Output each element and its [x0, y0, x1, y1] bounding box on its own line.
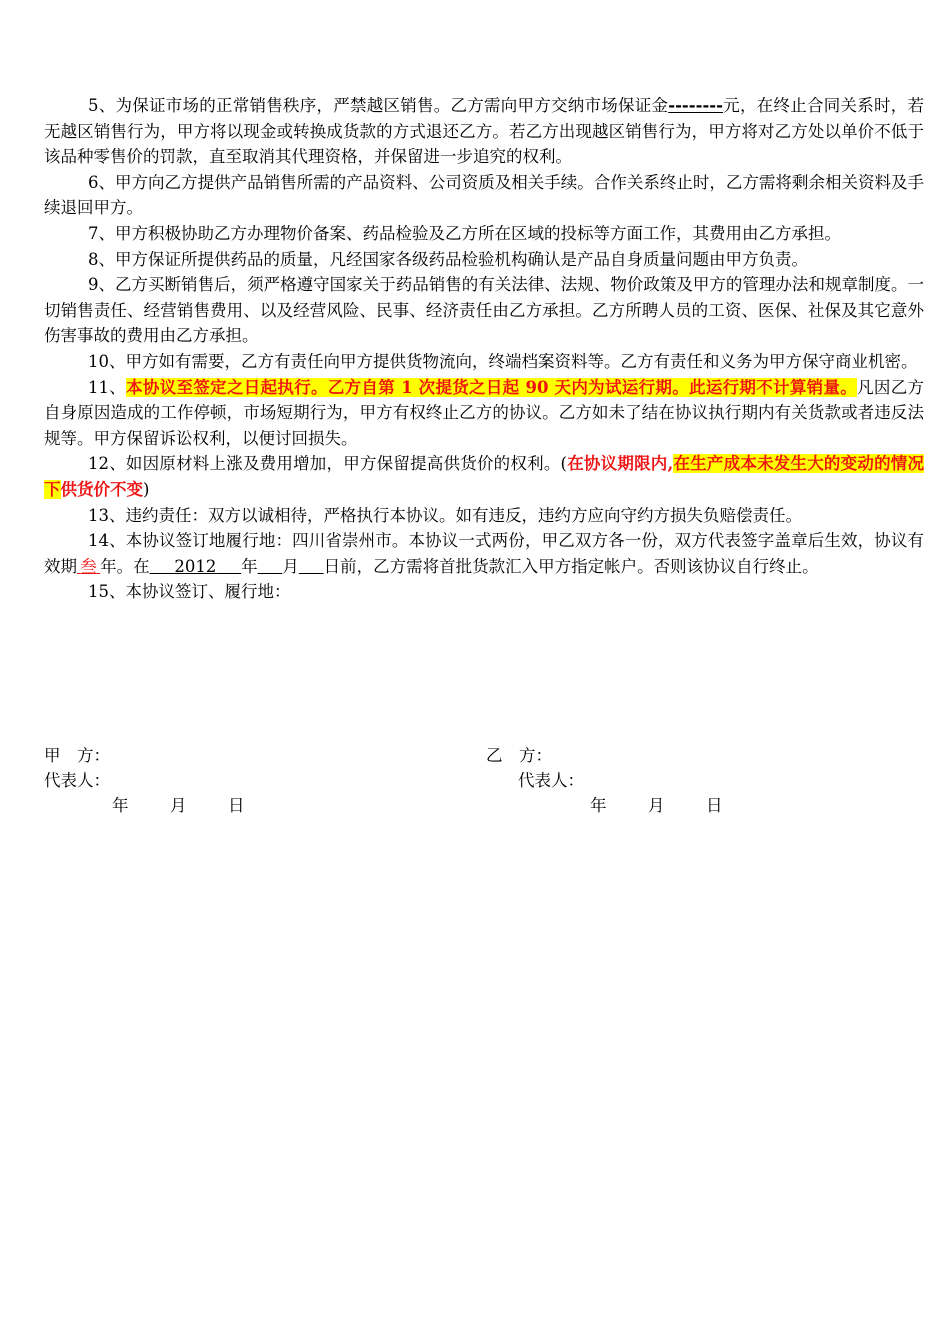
- year-blank: [150, 557, 242, 576]
- clause-9: 9、乙方买断销售后，须严格遵守国家关于药品销售的有关法律、法规、物价政策及甲方的管理办法和规章制度。一切销售责任、经营销售费用、以及经营风险、民事、经济责任由乙方承担。乙方所聘人员的工资、医保、社保及其它意外伤害事故的费用由乙方承担。: [44, 275, 924, 346]
- clause-10: 10、甲方如有需要，乙方有责任向甲方提供货物流向，终端档案资料等。乙方有责任和义务为甲方保守商业机密。: [88, 351, 918, 371]
- deposit-amount-blank: --------: [668, 96, 724, 115]
- clause-12-red-a: 在协议期限内,: [567, 454, 674, 474]
- clause-11-text: 凡因乙方自身原因造成的工作停顿，市场短期行为，甲方有权终止乙方的协议。乙方如未了结在协议执行期内有关货款或者违反法规等。甲方保留诉讼权利，以便讨回损失。: [44, 377, 925, 448]
- clause-13: 13、违约责任：双方以诚相待，严格执行本协议。如有违反，违约方应向守约方损失负赔偿责任。: [88, 505, 802, 525]
- clause-5-text-a: 5、为保证市场的正常销售秩序，严禁越区销售。乙方需向甲方交纳市场保证金: [88, 96, 669, 115]
- clause-11-number: 11、: [88, 377, 127, 397]
- year-value: 2012: [174, 556, 217, 576]
- clause-5: [44, 93, 924, 170]
- party-b-label: 乙 方：: [486, 746, 552, 765]
- clause-14-text-c: 日前，乙方需将首批货款汇入甲方指定帐户。否则该协议自行终止。: [323, 556, 819, 576]
- date-line-b: [590, 794, 723, 818]
- day-blank: [299, 557, 324, 576]
- clause-7: 7、甲方积极协助乙方办理物价备案、药品检验及乙方所在区域的投标等方面工作，其费用由乙方承担。: [88, 223, 841, 243]
- date-b-year: 年: [590, 796, 607, 815]
- term-years-value: 叁: [80, 556, 97, 576]
- date-line-a: [112, 794, 245, 818]
- rep-b-label: 代表人：: [518, 771, 584, 790]
- party-a-label: 甲 方：: [44, 746, 110, 765]
- rep-a-label: 代表人：: [44, 771, 110, 790]
- date-b-day: 日: [706, 796, 723, 815]
- contract-body: [44, 93, 924, 605]
- clause-11-highlight: 本协议至签定之日起执行。乙方自第 1 次提货之日起 90 天内为试运行期。此运行期不计算销量。: [126, 377, 858, 397]
- clause-14-text-a: 14、本协议签订地履行地：四川省崇州市。本协议一式两份，甲乙双方各一份，双方代表签字盖章后生效，协议有效期: [44, 531, 924, 576]
- clause-6: 6、甲方向乙方提供产品销售所需的产品资料、公司资质及相关手续。合作关系终止时，乙方需将剩余相关资料及手续退回甲方。: [44, 172, 924, 218]
- date-a-year: 年: [112, 796, 129, 815]
- clause-15: 15、本协议签订、履行地：: [88, 582, 291, 602]
- clause-5-text-b: 元，在终止合同关系时，若无越区销售行为，甲方将以现金或转换成货款的方式退还乙方。若乙方出现越区销售行为，甲方将对乙方处以单价不低于该品种零售价的罚款，直至取消其代理资格，并保留进一步追究的权利。: [44, 96, 925, 167]
- clause-12-red-b: 供货价不变: [60, 479, 143, 499]
- clause-11: [44, 375, 924, 452]
- clause-14-year-unit: 年: [241, 556, 258, 576]
- clause-14-month-unit: 月: [282, 556, 299, 576]
- date-b-month: 月: [648, 796, 665, 815]
- clause-12: [44, 451, 924, 502]
- clause-12-highlight: 在生产成本未发生大的变动的情况下: [44, 454, 925, 499]
- clause-8: 8、甲方保证所提供药品的质量，凡经国家各级药品检验机构确认是产品自身质量问题由甲方负责。: [88, 249, 808, 269]
- term-years-blank: [77, 557, 100, 576]
- date-a-month: 月: [170, 796, 187, 815]
- clause-14-text-b: 年。在: [100, 556, 150, 576]
- clause-14: [44, 528, 924, 579]
- clause-12-text: 12、如因原材料上涨及费用增加，甲方保留提高供货价的权利。(: [88, 454, 567, 474]
- clause-12-close: ): [143, 479, 150, 499]
- month-blank: [258, 557, 283, 576]
- date-a-day: 日: [228, 796, 245, 815]
